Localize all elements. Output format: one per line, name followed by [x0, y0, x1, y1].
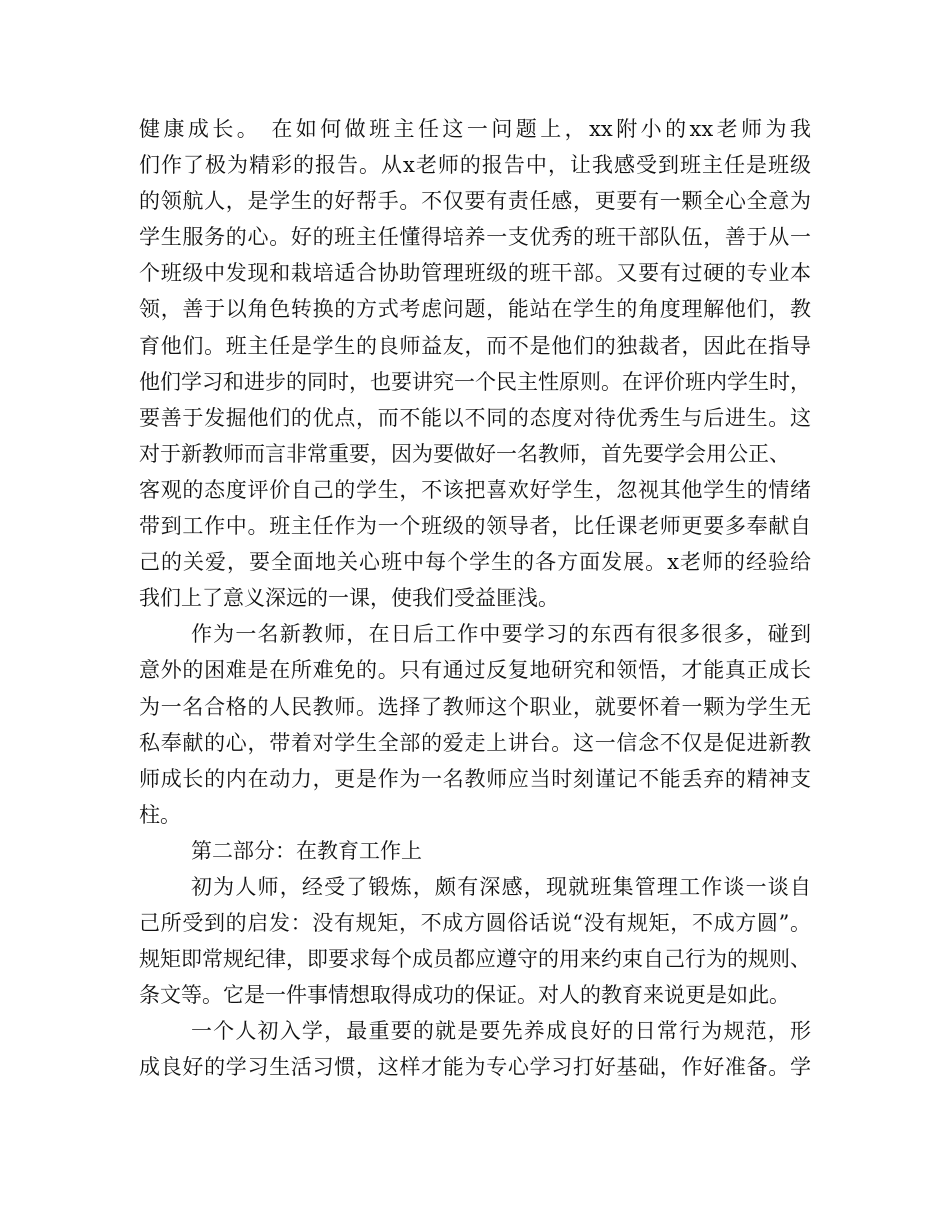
text-line: 己所受到的启发：没有规矩，不成方圆俗话说“没有规矩，不成方圆”。	[139, 911, 811, 936]
text-line: 柱。	[139, 802, 181, 827]
text-line: 健康成长。 在如何做班主任这一问题上，xx附小的xx老师为我	[139, 117, 811, 141]
text-line: 意外的困难是在所难免的。只有通过反复地研究和领悟，才能真正成长	[139, 658, 811, 683]
text-line: 们作了极为精彩的报告。从x老师的报告中，让我感受到班主任是班级	[139, 153, 811, 178]
text-line: 带到工作中。班主任作为一个班级的领导者，比任课老师更要多奉献自	[139, 514, 811, 539]
document-body	[139, 111, 811, 1086]
text-line: 师成长的内在动力，更是作为一名教师应当时刻谨记不能丢弃的精神支	[139, 766, 811, 791]
text-line: 私奉献的心，带着对学生全部的爱走上讲台。这一信念不仅是促进新教	[139, 730, 811, 755]
text-line: 领，善于以角色转换的方式考虑问题，能站在学生的角度理解他们，教	[139, 297, 811, 322]
text-line: 己的关爱，要全面地关心班中每个学生的各方面发展。x老师的经验给	[139, 550, 811, 575]
text-line: 育他们。班主任是学生的良师益友，而不是他们的独裁者，因此在指导	[139, 333, 811, 358]
text-line: 学生服务的心。好的班主任懂得培养一支优秀的班干部队伍，善于从一	[139, 225, 811, 250]
text-line: 他们学习和进步的同时，也要讲究一个民主性原则。在评价班内学生时，	[139, 369, 811, 394]
text-line: 成良好的学习生活习惯，这样才能为专心学习打好基础，作好准备。学	[139, 1055, 811, 1080]
text-line: 一个人初入学，最重要的就是要先养成良好的日常行为规范，形	[191, 1019, 811, 1044]
text-line: 客观的态度评价自己的学生，不该把喜欢好学生，忽视其他学生的情绪	[139, 477, 811, 502]
text-line: 的领航人，是学生的好帮手。不仅要有责任感，更要有一颗全心全意为	[139, 189, 811, 214]
text-line: 作为一名新教师，在日后工作中要学习的东西有很多很多，碰到	[191, 622, 811, 647]
text-line: 要善于发掘他们的优点，而不能以不同的态度对待优秀生与后进生。这	[139, 405, 811, 430]
text-line: 个班级中发现和栽培适合协助管理班级的班干部。又要有过硬的专业本	[139, 261, 811, 286]
section-heading: 第二部分：在教育工作上	[191, 838, 422, 863]
text-line: 规矩即常规纪律，即要求每个成员都应遵守的用来约束自己行为的规则、	[139, 947, 811, 972]
text-line: 条文等。它是一件事情想取得成功的保证。对人的教育来说更是如此。	[139, 983, 790, 1008]
text-line: 对于新教师而言非常重要，因为要做好一名教师，首先要学会用公正、	[139, 441, 790, 466]
text-line: 初为人师，经受了锻炼，颇有深感，现就班集管理工作谈一谈自	[191, 874, 811, 899]
text-line: 为一名合格的人民教师。选择了教师这个职业，就要怀着一颗为学生无	[139, 694, 811, 719]
text-line: 我们上了意义深远的一课，使我们受益匪浅。	[139, 586, 559, 611]
